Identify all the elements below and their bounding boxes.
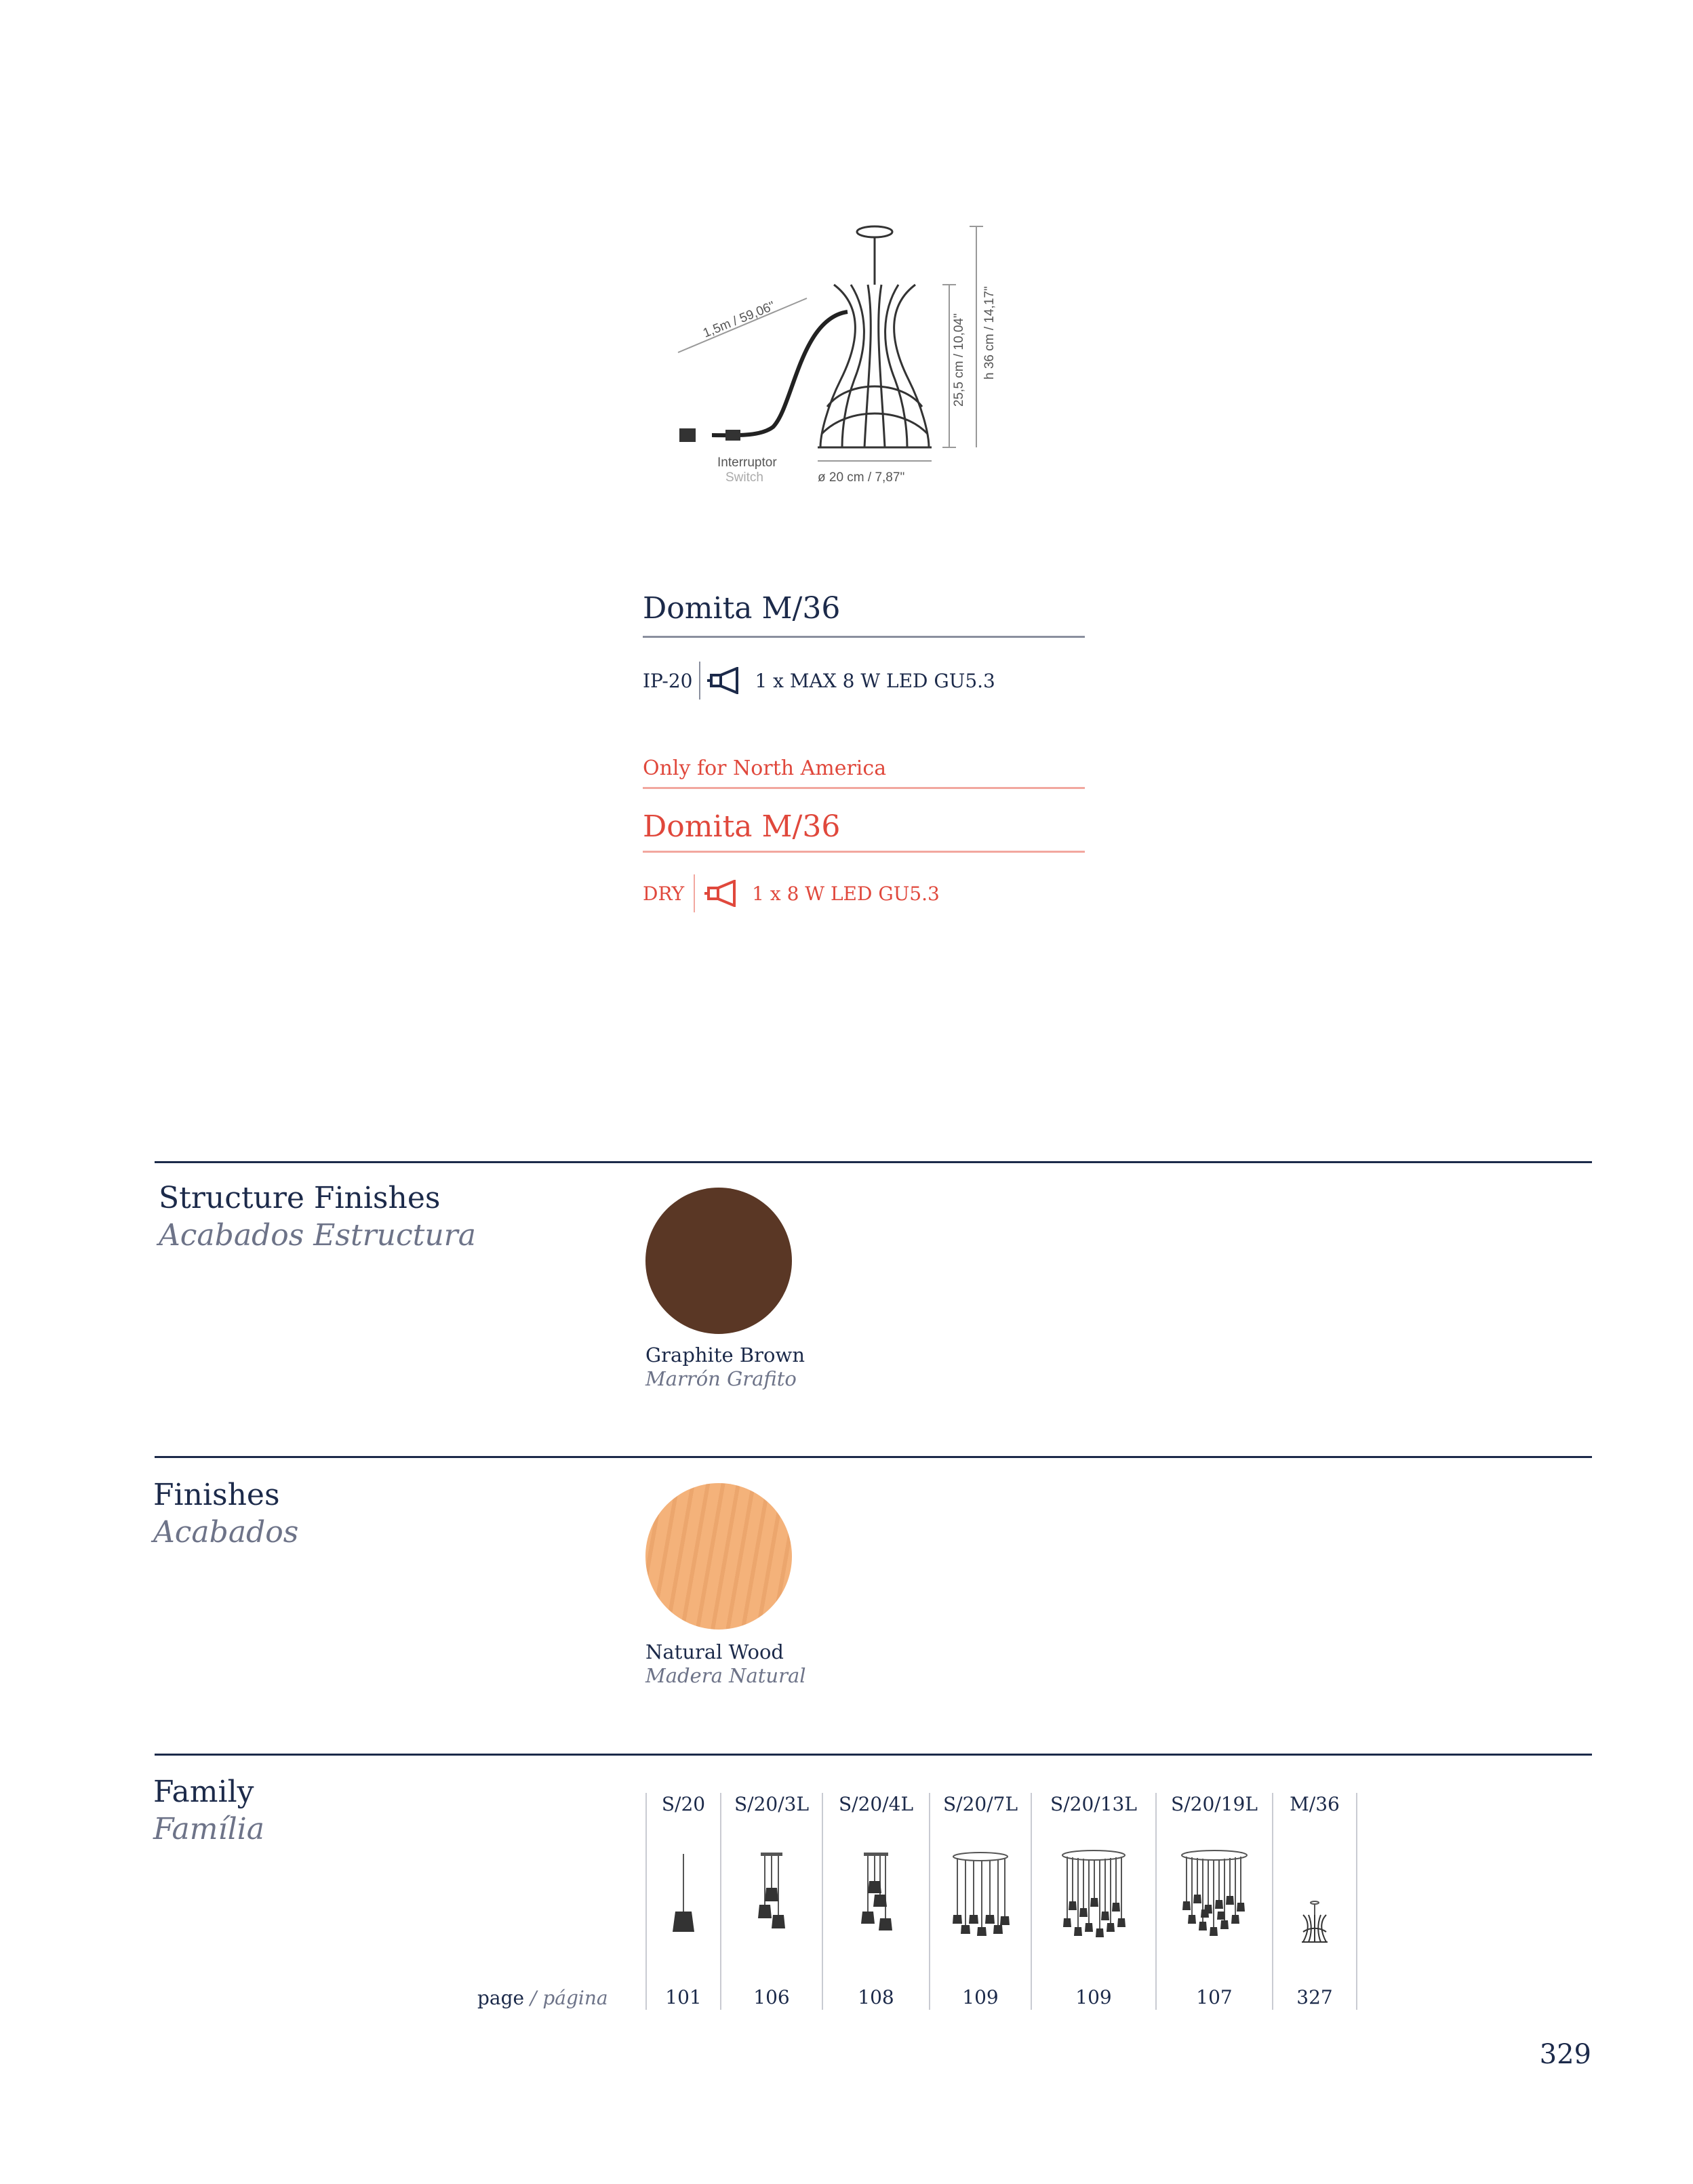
graphite-brown-swatch (645, 1188, 792, 1334)
family-page: 109 (1075, 1986, 1112, 2008)
family-page: 107 (1196, 1986, 1233, 2008)
pendant-7-light-icon (930, 1847, 1031, 1949)
natural-wood-caption (645, 1640, 806, 1688)
finishes-subtitle: Acabados (153, 1515, 299, 1550)
na-title-rule (643, 851, 1085, 853)
family-item[interactable] (1032, 1793, 1157, 2010)
family-item[interactable] (647, 1793, 721, 2010)
family-page: 327 (1296, 1986, 1333, 2008)
product-spec-row (643, 662, 995, 700)
natural-wood-label: Natural Wood (645, 1640, 784, 1663)
pendant-13-light-icon (1032, 1847, 1155, 1949)
page-label-en: page (477, 1987, 525, 2009)
family-page: 101 (665, 1986, 702, 2008)
section-rule-structure (155, 1161, 1592, 1163)
pendant-single-icon (647, 1847, 720, 1949)
family-model: S/20/4L (838, 1793, 914, 1815)
family-model: S/20 (661, 1793, 706, 1815)
north-america-note: Only for North America (643, 756, 887, 780)
section-rule-family (155, 1754, 1592, 1756)
family-page: 109 (962, 1986, 999, 2008)
family-model: M/36 (1290, 1793, 1340, 1815)
pendant-19-light-icon (1157, 1847, 1272, 1949)
family-model: S/20/13L (1050, 1793, 1137, 1815)
ip-rating: IP-20 (643, 669, 693, 692)
cable-length-label: 1,5m / 59,06" (701, 299, 778, 341)
product-title: Domita M/36 (643, 591, 841, 626)
spotlight-icon (707, 667, 745, 694)
dry-rating: DRY (643, 882, 685, 905)
family-subtitle: Família (153, 1812, 264, 1846)
natural-wood-label-es: Madera Natural (645, 1663, 806, 1687)
finishes-heading (153, 1476, 298, 1551)
product-title-rule (643, 636, 1085, 638)
natural-wood-swatch (645, 1483, 792, 1630)
family-item[interactable] (823, 1793, 930, 2010)
pendant-4-light-icon (823, 1847, 929, 1949)
family-item[interactable] (721, 1793, 823, 2010)
spec-divider (699, 662, 700, 700)
diameter-label: ø 20 cm / 7,87" (818, 470, 905, 485)
family-model: S/20/7L (942, 1793, 1018, 1815)
graphite-brown-caption (645, 1343, 805, 1391)
family-model: S/20/19L (1171, 1793, 1258, 1815)
structure-finishes-title: Structure Finishes (159, 1181, 441, 1215)
page-number: 329 (1539, 2039, 1591, 2070)
pendant-m36-icon (1273, 1847, 1356, 1949)
finishes-title: Finishes (153, 1478, 280, 1512)
section-rule-finishes (155, 1456, 1592, 1458)
family-item[interactable] (930, 1793, 1032, 2010)
page-label-separator: / (524, 1987, 543, 2009)
switch-label-es: Interruptor (717, 456, 777, 470)
technical-drawing (664, 203, 1031, 502)
family-item[interactable] (1157, 1793, 1273, 2010)
structure-finishes-heading (159, 1179, 476, 1254)
lamp-dimension-diagram (664, 203, 1031, 502)
family-model: S/20/3L (734, 1793, 810, 1815)
na-product-spec: 1 x 8 W LED GU5.3 (752, 882, 940, 905)
na-spec-divider (694, 874, 695, 912)
na-spec-row (643, 874, 940, 912)
family-title: Family (153, 1775, 254, 1809)
north-america-rule (643, 787, 1085, 789)
page-label-es: página (542, 1987, 608, 2009)
page-label (477, 1987, 608, 2009)
family-heading (153, 1773, 264, 1848)
family-page: 106 (753, 1986, 790, 2008)
product-spec: 1 x MAX 8 W LED GU5.3 (755, 669, 995, 692)
family-item[interactable] (1273, 1793, 1357, 2010)
na-product-title: Domita M/36 (643, 809, 841, 844)
shade-height-label: 25,5 cm / 10,04" (952, 313, 966, 407)
total-height-label: h 36 cm / 14,17" (982, 286, 997, 380)
graphite-brown-label: Graphite Brown (645, 1343, 805, 1367)
structure-finishes-subtitle: Acabados Estructura (159, 1218, 476, 1253)
family-page: 108 (858, 1986, 894, 2008)
graphite-brown-label-es: Marrón Grafito (645, 1367, 797, 1390)
na-spotlight-icon (704, 880, 742, 907)
pendant-3-light-icon (721, 1847, 822, 1949)
switch-label-en: Switch (725, 470, 763, 485)
